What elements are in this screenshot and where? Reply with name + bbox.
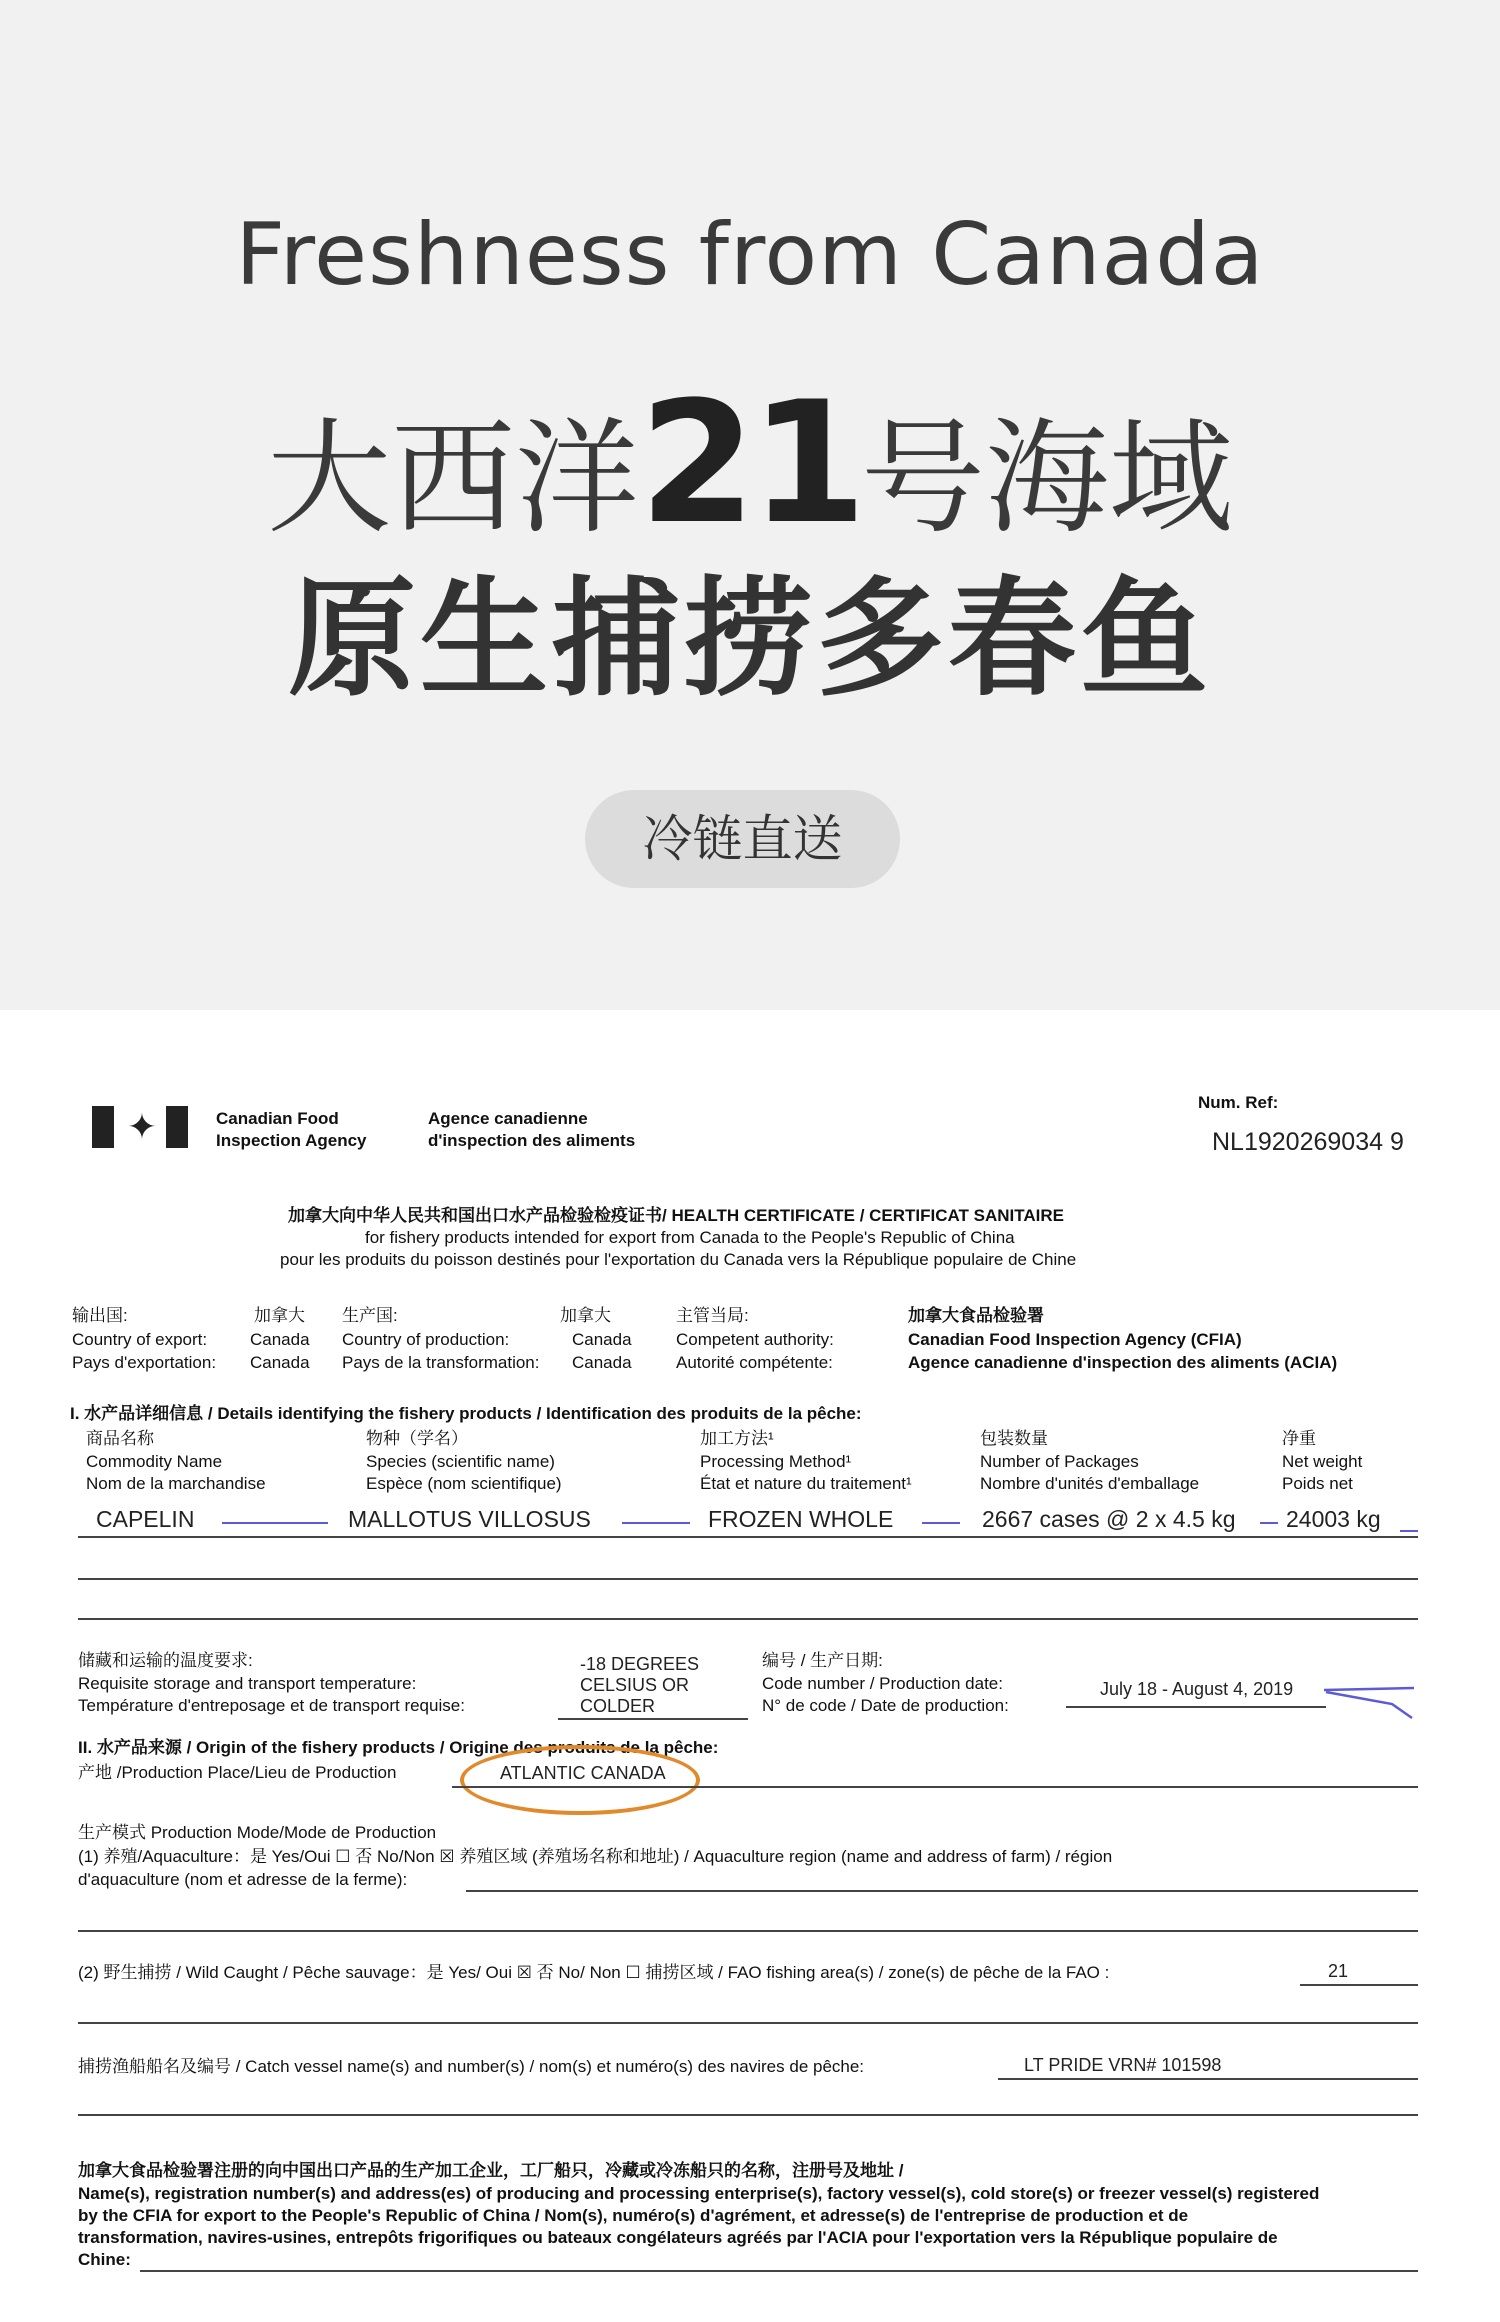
commodity-value: CAPELIN bbox=[96, 1506, 195, 1532]
certificate-subtitle-en: for fishery products intended for export from Canada to the People's Republic of China bbox=[365, 1228, 1015, 1247]
col-packages-en: Number of Packages bbox=[980, 1452, 1139, 1471]
col-weight-en: Net weight bbox=[1282, 1452, 1363, 1471]
production-place-value: ATLANTIC CANADA bbox=[500, 1763, 666, 1783]
certificate-title: 加拿大向中华人民共和国出口水产品检验检疫证书/ HEALTH CERTIFICATE / CERTIFICAT SANITAIRE bbox=[288, 1206, 1064, 1225]
export-country-label-en: Country of export: bbox=[72, 1330, 208, 1349]
cold-chain-badge: 冷链直送 bbox=[585, 790, 900, 888]
agency-name-en-2: Inspection Agency bbox=[216, 1131, 367, 1150]
wild-caught-line: (2) 野生捕捞 / Wild Caught / Pêche sauvage：是 Yes/ Oui ☒ 否 No/ Non ☐ 捕捞区域 / FAO fishing area(s) / zone(s) de pêche de la FAO : bbox=[78, 1963, 1110, 1982]
hero-title-en: Freshness from Canada bbox=[235, 205, 1265, 305]
packages-value: 2667 cases @ 2 x 4.5 kg bbox=[982, 1506, 1236, 1532]
col-method-en: Processing Method¹ bbox=[700, 1452, 852, 1471]
authority-value-zh: 加拿大食品检验署 bbox=[908, 1306, 1044, 1325]
establishment-text-2: by the CFIA for export to the People's Republic of China / Nom(s), numéro(s) d'agrément, et adresse(s) de l'entreprise de production et de bbox=[78, 2206, 1189, 2225]
hero-banner bbox=[0, 0, 1500, 1010]
species-value: MALLOTUS VILLOSUS bbox=[348, 1506, 591, 1532]
production-country-label-en: Country of production: bbox=[342, 1330, 510, 1349]
aquaculture-line: (1) 养殖/Aquaculture：是 Yes/Oui ☐ 否 No/Non ☒ 养殖区域 (养殖场名称和地址) / Aquaculture region (name and address of farm) / région bbox=[78, 1847, 1113, 1866]
export-country-value-2: Canada bbox=[250, 1353, 310, 1372]
establishment-heading-zh: 加拿大食品检验署注册的向中国出口产品的生产加工企业，工厂船只，冷藏或冷冻船只的名称，注册号及地址 / bbox=[78, 2161, 904, 2180]
temp-value-2: CELSIUS OR bbox=[580, 1675, 690, 1695]
health-certificate bbox=[0, 1010, 1500, 2322]
export-country-label-zh: 输出国: bbox=[72, 1306, 128, 1325]
hero-title-zh-post: 号海域 bbox=[860, 407, 1233, 551]
col-species-zh: 物种（学名） bbox=[366, 1429, 468, 1448]
code-label-zh: 编号 / 生产日期: bbox=[762, 1651, 883, 1670]
export-country-value-zh: 加拿大 bbox=[254, 1306, 305, 1325]
col-method-fr: État et nature du traitement¹ bbox=[700, 1474, 912, 1493]
aquaculture-line-2: d'aquaculture (nom et adresse de la ferme): bbox=[78, 1870, 408, 1889]
production-mode-label: 生产模式 Production Mode/Mode de Production bbox=[78, 1823, 437, 1842]
col-weight-zh: 净重 bbox=[1282, 1429, 1316, 1448]
export-country-label-fr: Pays d'exportation: bbox=[72, 1353, 217, 1372]
agency-name-en-1: Canadian Food bbox=[216, 1109, 339, 1128]
col-species-fr: Espèce (nom scientifique) bbox=[366, 1474, 562, 1493]
col-weight-fr: Poids net bbox=[1282, 1474, 1353, 1493]
canada-flag-icon: ✦ bbox=[92, 1106, 192, 1148]
weight-value: 24003 kg bbox=[1286, 1506, 1381, 1532]
col-method-zh: 加工方法¹ bbox=[700, 1429, 774, 1448]
hero-title-zh-number: 21 bbox=[639, 365, 861, 561]
authority-label-fr: Autorité compétente: bbox=[676, 1353, 833, 1372]
hero-title-zh bbox=[0, 365, 1500, 561]
establishment-text-3: transformation, navires-usines, entrepôts frigorifiques ou bateaux congélateurs agréés par l'ACIA pour l'exportation vers la République populaire de bbox=[78, 2228, 1278, 2247]
authority-value-fr: Agence canadienne d'inspection des aliments (ACIA) bbox=[908, 1353, 1338, 1372]
code-label-fr: N° de code / Date de production: bbox=[762, 1696, 1009, 1715]
code-label-en: Code number / Production date: bbox=[762, 1674, 1003, 1693]
method-value: FROZEN WHOLE bbox=[708, 1506, 894, 1532]
temp-value-1: -18 DEGREES bbox=[580, 1654, 700, 1674]
production-country-value: Canada bbox=[572, 1330, 632, 1349]
production-place-label: 产地 /Production Place/Lieu de Production bbox=[78, 1763, 397, 1782]
col-commodity-zh: 商品名称 bbox=[86, 1429, 154, 1448]
col-commodity-fr: Nom de la marchandise bbox=[86, 1474, 266, 1493]
col-commodity-en: Commodity Name bbox=[86, 1452, 223, 1471]
authority-label-zh: 主管当局: bbox=[676, 1306, 749, 1325]
num-ref-value: NL1920269034 9 bbox=[1212, 1128, 1404, 1156]
production-country-label-zh: 生产国: bbox=[342, 1306, 398, 1325]
temp-label-zh: 储藏和运输的温度要求: bbox=[78, 1651, 253, 1670]
num-ref-label: Num. Ref: bbox=[1198, 1093, 1279, 1112]
export-country-value: Canada bbox=[250, 1330, 310, 1349]
establishment-text-1: Name(s), registration number(s) and address(es) of producing and processing enterprise(s), factory vessel(s), cold store(s) or freezer vessel(s) registered bbox=[78, 2184, 1320, 2203]
certificate-subtitle-fr: pour les produits du poisson destinés pour l'exportation du Canada vers la République populaire de Chine bbox=[280, 1250, 1077, 1269]
code-value: July 18 - August 4, 2019 bbox=[1100, 1679, 1294, 1699]
hero-subtitle-zh: 原生捕捞多春鱼 bbox=[287, 565, 1212, 714]
catch-vessel-label: 捕捞渔船船名及编号 / Catch vessel name(s) and number(s) / nom(s) et numéro(s) des navires de pêche: bbox=[78, 2057, 865, 2076]
pen-stroke-mark bbox=[1322, 1670, 1422, 1730]
col-packages-fr: Nombre d'unités d'emballage bbox=[980, 1474, 1200, 1493]
agency-name-fr-2: d'inspection des aliments bbox=[428, 1131, 636, 1150]
establishment-text-4: Chine: bbox=[78, 2250, 131, 2269]
hero-title-zh-pre: 大西洋 bbox=[267, 407, 640, 551]
authority-label-en: Competent authority: bbox=[676, 1330, 834, 1349]
section-1-heading: I. 水产品详细信息 / Details identifying the fishery products / Identification des produits de la pêche: bbox=[70, 1404, 862, 1423]
agency-name-fr-1: Agence canadienne bbox=[428, 1109, 588, 1128]
col-packages-zh: 包装数量 bbox=[980, 1429, 1048, 1448]
production-country-label-fr: Pays de la transformation: bbox=[342, 1353, 540, 1372]
col-species-en: Species (scientific name) bbox=[366, 1452, 555, 1471]
highlight-circle bbox=[460, 1745, 700, 1815]
fao-area-value: 21 bbox=[1328, 1961, 1349, 1981]
authority-value-en: Canadian Food Inspection Agency (CFIA) bbox=[908, 1330, 1242, 1349]
temp-value-3: COLDER bbox=[580, 1696, 656, 1716]
temp-label-fr: Température d'entreposage et de transport requise: bbox=[78, 1696, 465, 1715]
production-country-value-2: Canada bbox=[572, 1353, 632, 1372]
production-country-value-zh: 加拿大 bbox=[560, 1306, 611, 1325]
catch-vessel-value: LT PRIDE VRN# 101598 bbox=[1024, 2055, 1222, 2075]
section-2-heading: II. 水产品来源 / Origin of the fishery products / Origine des produits de la pêche: bbox=[78, 1738, 719, 1757]
temp-label-en: Requisite storage and transport temperature: bbox=[78, 1674, 417, 1693]
